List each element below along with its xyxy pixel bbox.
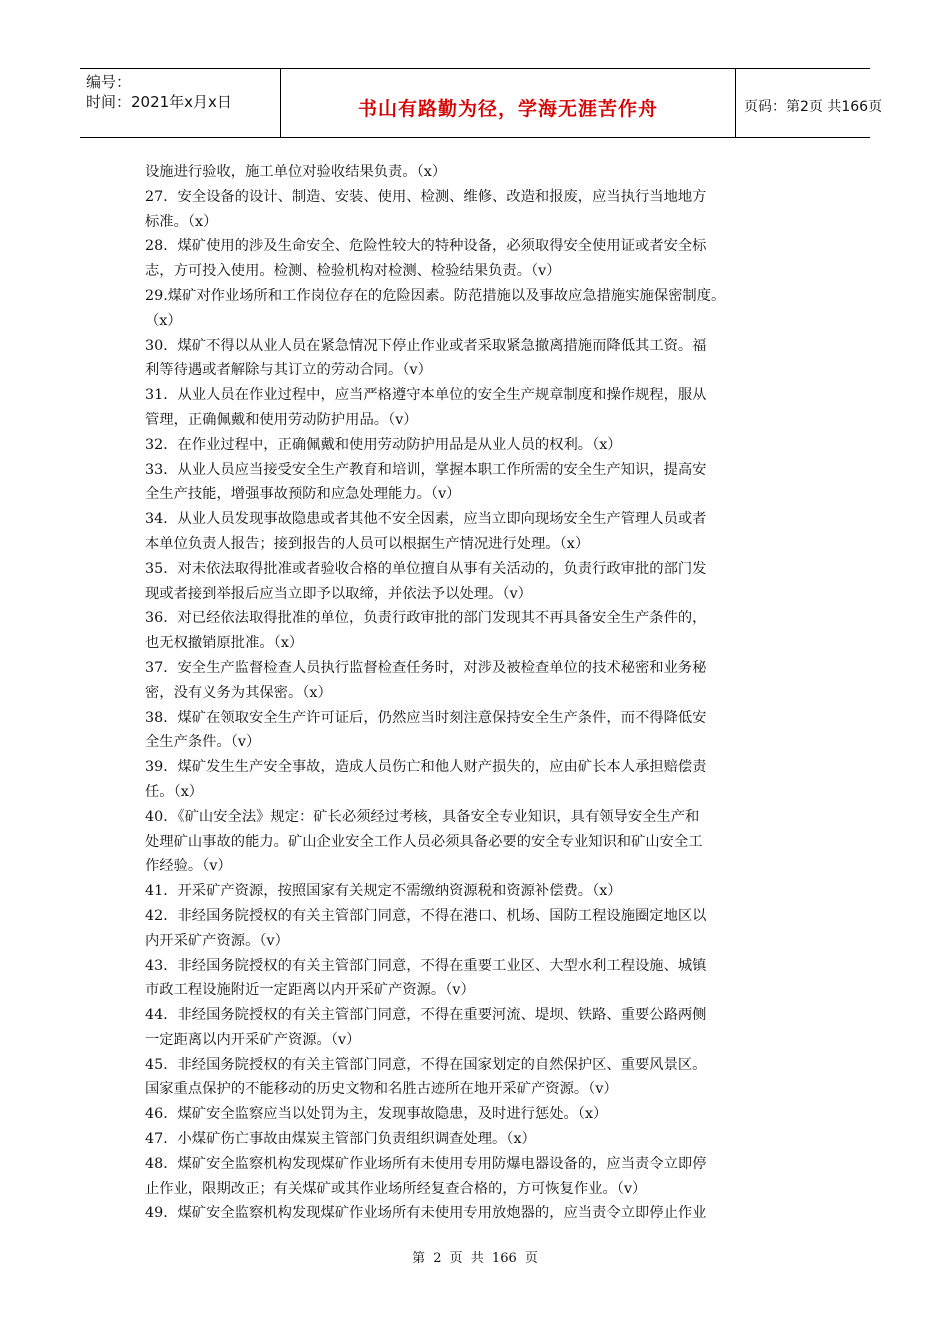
- text-line: 密，没有义务为其保密。（x）: [145, 684, 332, 701]
- text-line: 45．非经国务院授权的有关主管部门同意，不得在国家划定的自然保护区、重要风景区。: [145, 1056, 707, 1073]
- text-line: 利等待遇或者解除与其订立的劳动合同。（v）: [145, 362, 432, 379]
- text-line: 39．煤矿发生生产安全事故，造成人员伤亡和他人财产损失的，应由矿长本人承担赔偿责: [145, 759, 707, 776]
- text-line: 37．安全生产监督检查人员执行监督检查任务时，对涉及被检查单位的技术秘密和业务秘: [145, 659, 707, 676]
- text-line: 46．煤矿安全监察应当以处罚为主，发现事故隐患，及时进行惩处。（x）: [145, 1106, 608, 1123]
- text-line: 30．煤矿不得以从业人员在紧急情况下停止作业或者采取紧急撤离措施而降低其工资。福: [145, 337, 707, 354]
- text-line: 29.煤矿对作业场所和工作岗位存在的危险因素。防范措施以及事故应急措施实施保密制度。: [145, 287, 726, 304]
- text-line: 48．煤矿安全监察机构发现煤矿作业场所有未使用专用防爆电器设备的，应当责令立即停: [145, 1155, 707, 1172]
- text-line: 41．开采矿产资源，按照国家有关规定不需缴纳资源税和资源补偿费。（x）: [145, 883, 622, 900]
- text-line: 志，方可投入使用。检测、检验机构对检测、检验结果负责。（v）: [145, 263, 561, 280]
- text-line: 作经验。（v）: [145, 858, 232, 875]
- text-line: 处理矿山事故的能力。矿山企业安全工作人员必须具备必要的安全专业知识和矿山安全工: [145, 833, 703, 850]
- text-line: 全生产技能，增强事故预防和应急处理能力。（v）: [145, 486, 461, 503]
- text-line: 40．《矿山安全法》规定：矿长必须经过考核，具备安全专业知识，具有领导安全生产和: [145, 808, 700, 825]
- text-line: 33．从业人员应当接受安全生产教育和培训，掌握本职工作所需的安全生产知识，提高安: [145, 461, 707, 478]
- header-motto-cell: [280, 69, 736, 137]
- text-line: 设施进行验收，施工单位对验收结果负责。（x）: [145, 164, 447, 180]
- document-body: [145, 160, 815, 1226]
- text-line: 44．非经国务院授权的有关主管部门同意，不得在重要河流、堤坝、铁路、重要公路两侧: [145, 1007, 707, 1024]
- text-line: 47．小煤矿伤亡事故由煤炭主管部门负责组织调查处理。（x）: [145, 1131, 536, 1148]
- header-left-cell: [80, 69, 280, 137]
- number-label: 编号：: [86, 73, 132, 91]
- text-line: 任。（x）: [145, 783, 204, 800]
- text-line: 27．安全设备的设计、制造、安装、使用、检测、维修、改造和报废，应当执行当地地方: [145, 188, 707, 205]
- page-header: [80, 68, 883, 138]
- text-line: 一定距离以内开采矿产资源。（v）: [145, 1031, 361, 1048]
- text-line: 28．煤矿使用的涉及生命安全、危险性较大的特种设备，必须取得安全使用证或者安全标: [145, 238, 707, 255]
- text-line: 38．煤矿在领取安全生产许可证后，仍然应当时刻注意保持安全生产条件，而不得降低安: [145, 709, 707, 726]
- text-line: 32．在作业过程中，正确佩戴和使用劳动防护用品是从业人员的权利。（x）: [145, 436, 622, 453]
- text-line: 止作业，限期改正；有关煤矿或其作业场所经复查合格的，方可恢复作业。（v）: [145, 1180, 647, 1197]
- text-line: 市政工程设施附近一定距离以内开采矿产资源。（v）: [145, 982, 475, 999]
- text-line: 标准。（x）: [145, 213, 218, 230]
- text-line: 现或者接到举报后应当立即予以取缔，并依法予以处理。（v）: [145, 585, 532, 602]
- text-line: 42．非经国务院授权的有关主管部门同意，不得在港口、机场、国防工程设施圈定地区以: [145, 907, 707, 924]
- text-line: 国家重点保护的不能移动的历史文物和名胜古迹所在地开采矿产资源。（v）: [145, 1081, 618, 1098]
- motto-text: 书山有路勤为径，学海无涯苦作舟: [357, 97, 658, 120]
- text-line: 内开采矿产资源。（v）: [145, 932, 289, 949]
- text-line: 36．对已经依法取得批准的单位，负责行政审批的部门发现其不再具备安全生产条件的，: [145, 610, 707, 627]
- text-line: 43．非经国务院授权的有关主管部门同意，不得在重要工业区、大型水利工程设施、城镇: [145, 957, 707, 974]
- text-line: 也无权撤销原批准。（x）: [145, 635, 304, 652]
- date-label: 时间：2021年x月x日: [86, 93, 232, 111]
- text-line: 34．从业人员发现事故隐患或者其他不安全因素，应当立即向现场安全生产管理人员或者: [145, 511, 707, 528]
- text-line: 全生产条件。（v）: [145, 734, 261, 751]
- header-page-cell: [736, 69, 883, 137]
- text-line: 本单位负责人报告；接到报告的人员可以根据生产情况进行处理。（x）: [145, 535, 590, 552]
- text-line: 31．从业人员在作业过程中，应当严格遵守本单位的安全生产规章制度和操作规程，服从: [145, 387, 707, 404]
- page-number-label: 页码：第2页 共166页: [744, 99, 883, 115]
- page-footer: 第 2 页 共 166 页: [412, 1251, 538, 1266]
- text-line: 49．煤矿安全监察机构发现煤矿作业场所有未使用专用放炮器的，应当责令立即停止作业: [145, 1205, 707, 1222]
- text-line: 管理，正确佩戴和使用劳动防护用品。（v）: [145, 411, 418, 428]
- text-line: 35．对未依法取得批准或者验收合格的单位擅自从事有关活动的，负责行政审批的部门发: [145, 560, 707, 577]
- text-line: （x）: [145, 312, 182, 329]
